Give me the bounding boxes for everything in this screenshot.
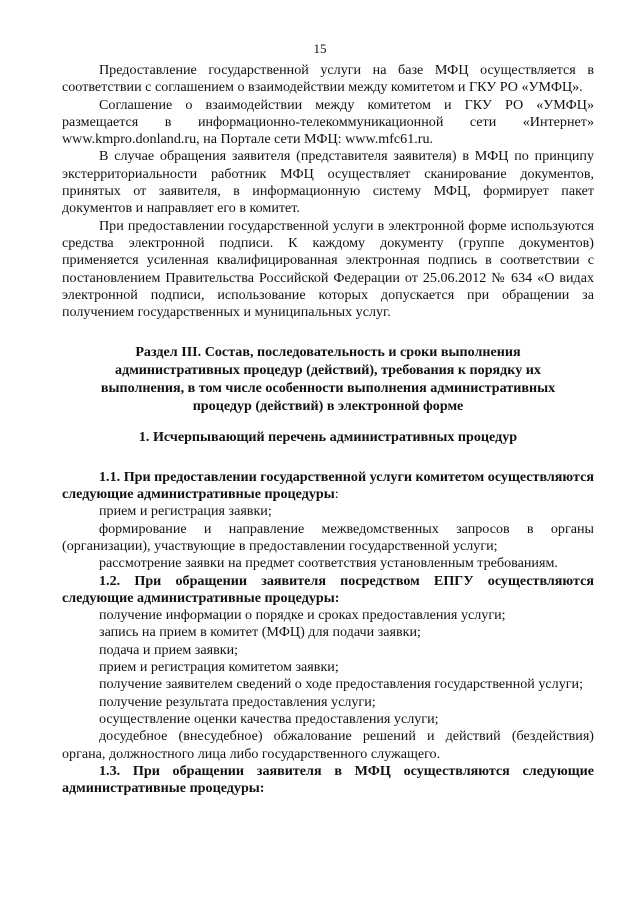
paragraph: Соглашение о взаимодействии между комитетом и ГКУ РО «УМФЦ» размещается в информационно-телекоммуникационной сети «Интернет» www.kmpro.donland.ru, на Портале сети МФЦ: www.mfc61.ru. xyxy=(62,96,594,148)
section-title: Раздел III. Состав, последовательность и сроки выполнения административных процедур (действий), требования к порядку их выполнения, в том числе особенности выполнения административных процедур (действий) в электронной форме xyxy=(100,344,556,415)
clause-1-1-heading-text: 1.1. При предоставлении государственной услуги комитетом осуществляются следующие административные процедуры xyxy=(62,468,594,503)
subsection-title: 1. Исчерпывающий перечень административных процедур xyxy=(138,429,518,446)
list-item: получение заявителем сведений о ходе предоставления государственной услуги; xyxy=(99,676,583,693)
paragraph: В случае обращения заявителя (представителя заявителя) в МФЦ по принципу экстерриториальности работник МФЦ осуществляет сканирование документов, принятых от заявителя, в информационную систему МФЦ, формирует пакет документов и направляет его в комитет. xyxy=(62,148,594,217)
clause-1-2-heading: 1.2. При обращении заявителя посредством ЕПГУ осуществляются следующие административные процедуры: xyxy=(62,572,594,606)
list-item: получение результата предоставления услуги; xyxy=(99,693,376,710)
clause-1-3-heading: 1.3. При обращении заявителя в МФЦ осуществляются следующие административные процедуры: xyxy=(62,762,594,797)
clause-1-1-heading xyxy=(62,469,594,504)
paragraph: При предоставлении государственной услуги в электронной форме используются средства электронной подписи. К каждому документу (группе документов) применяется усиленная квалифицированная электронная подпись в соответствии с постановлением Правительства Российской Федерации от 25.06.2012 № 634 «О видах электронной подписи, использование которых допускается при обращении за получением государственных и муниципальных услуг. xyxy=(62,217,594,321)
list-item: формирование и направление межведомственных запросов в органы (организации), участвующие в предоставлении государственной услуги; xyxy=(62,520,594,554)
list-item: прием и регистрация заявки; xyxy=(99,503,272,520)
list-item: досудебное (внесудебное) обжалование решений и действий (бездействия) органа, должностного лица либо государственного служащего. xyxy=(62,728,594,762)
paragraph: Предоставление государственной услуги на базе МФЦ осуществляется в соответствии с соглашением о взаимодействии между комитетом и ГКУ РО «УМФЦ». xyxy=(62,62,594,96)
list-item: осуществление оценки качества предоставления услуги; xyxy=(99,710,439,727)
list-item: прием и регистрация комитетом заявки; xyxy=(99,659,339,676)
page-number: 15 xyxy=(313,41,327,56)
clause-1-1-heading-colon: : xyxy=(334,486,339,503)
list-item: рассмотрение заявки на предмет соответствия установленным требованиям. xyxy=(99,555,558,572)
list-item: запись на прием в комитет (МФЦ) для подачи заявки; xyxy=(99,624,421,641)
document-body xyxy=(62,62,594,797)
list-item: подача и прием заявки; xyxy=(99,641,239,658)
list-item: получение информации о порядке и сроках предоставления услуги; xyxy=(99,607,506,624)
